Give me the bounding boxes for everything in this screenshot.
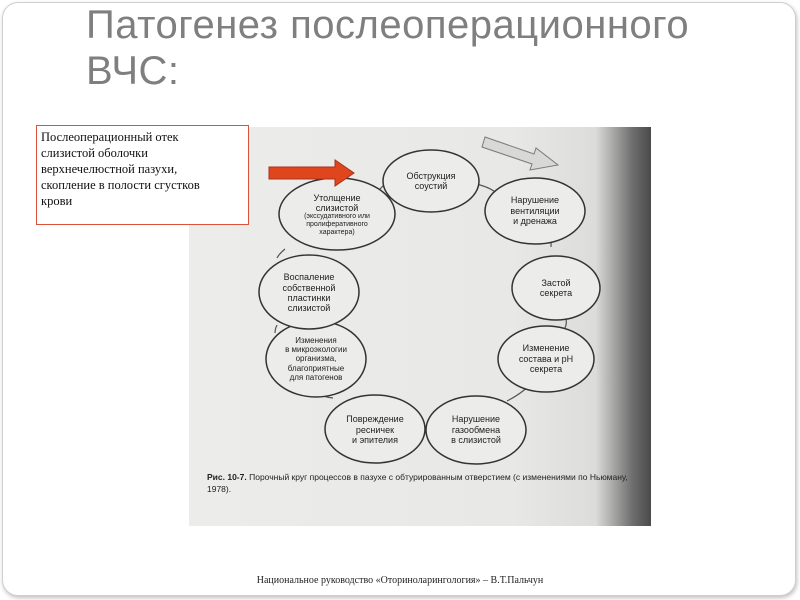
node-subline: характера) [319, 229, 355, 237]
node-subline: пролиферативного [306, 221, 368, 229]
title-line-2: ВЧС: [86, 49, 180, 93]
node-line: состава и pH [518, 353, 574, 364]
node-line: Застой [541, 277, 571, 288]
caption-text: Порочный круг процессов в пазухе с обтурированным отверстием (с изменениями по Ньюману, 1978). [207, 472, 628, 494]
node-line: Повреждение [346, 414, 404, 425]
callout-line: крови [41, 194, 73, 208]
node-line: Нарушение [451, 414, 501, 425]
node-ph-label [498, 333, 594, 385]
node-line: слизистой [287, 303, 331, 314]
callout-line: слизистой оболочки [41, 146, 148, 160]
node-line: Воспаление [283, 272, 335, 283]
node-line: соустий [414, 181, 448, 191]
node-ventilation-label [485, 185, 585, 237]
node-line: Изменения [295, 336, 337, 346]
node-line: организма, [295, 354, 337, 364]
node-stasis-label [512, 267, 600, 309]
node-line: ресничек [355, 424, 395, 435]
slide-title [86, 2, 726, 94]
callout-box [36, 125, 249, 225]
node-thickening-label [281, 185, 393, 245]
connector-8 [277, 249, 285, 258]
node-line: Изменение [522, 343, 570, 354]
node-line: в слизистой [451, 435, 501, 446]
node-line: Обструкция [406, 170, 456, 181]
node-cilia-label [325, 403, 425, 457]
footer-citation: Национальное руководство «Оториноларингология» – В.Т.Пальчун [256, 575, 544, 586]
node-line: в микроэкологии [285, 345, 347, 355]
node-obstruction-label [383, 159, 479, 203]
node-line: Утолщение [313, 192, 361, 203]
node-subline: (экссудативного или [304, 213, 370, 221]
node-line: благоприятные [287, 363, 345, 373]
node-microecology-label [268, 327, 364, 391]
node-line: слизистой [315, 202, 359, 213]
caption-label: Рис. 10-7. [207, 472, 247, 482]
callout-line: скопление в полости сгустков [41, 178, 200, 192]
node-line: для патогенов [289, 372, 343, 382]
node-line: газообмена [451, 424, 501, 435]
node-line: Нарушение [510, 195, 560, 206]
node-line: секрета [529, 364, 563, 375]
grey-arrow [482, 137, 558, 170]
diagram-scan [189, 127, 651, 526]
callout-line: верхнечелюстной пазухи, [41, 162, 178, 176]
node-line: собственной [282, 282, 336, 293]
node-line: вентиляции [510, 205, 560, 216]
node-line: секрета [539, 288, 573, 298]
node-gas-label [426, 403, 526, 457]
title-line-1: Патогенез послеоперационного [86, 3, 690, 47]
node-line: и эпителия [352, 435, 398, 446]
node-line: пластинки [287, 293, 331, 303]
callout-line: Послеоперационный отек [41, 130, 179, 144]
node-line: и дренажа [513, 216, 557, 227]
node-lamina-label [261, 265, 357, 321]
figure-caption [207, 471, 647, 495]
